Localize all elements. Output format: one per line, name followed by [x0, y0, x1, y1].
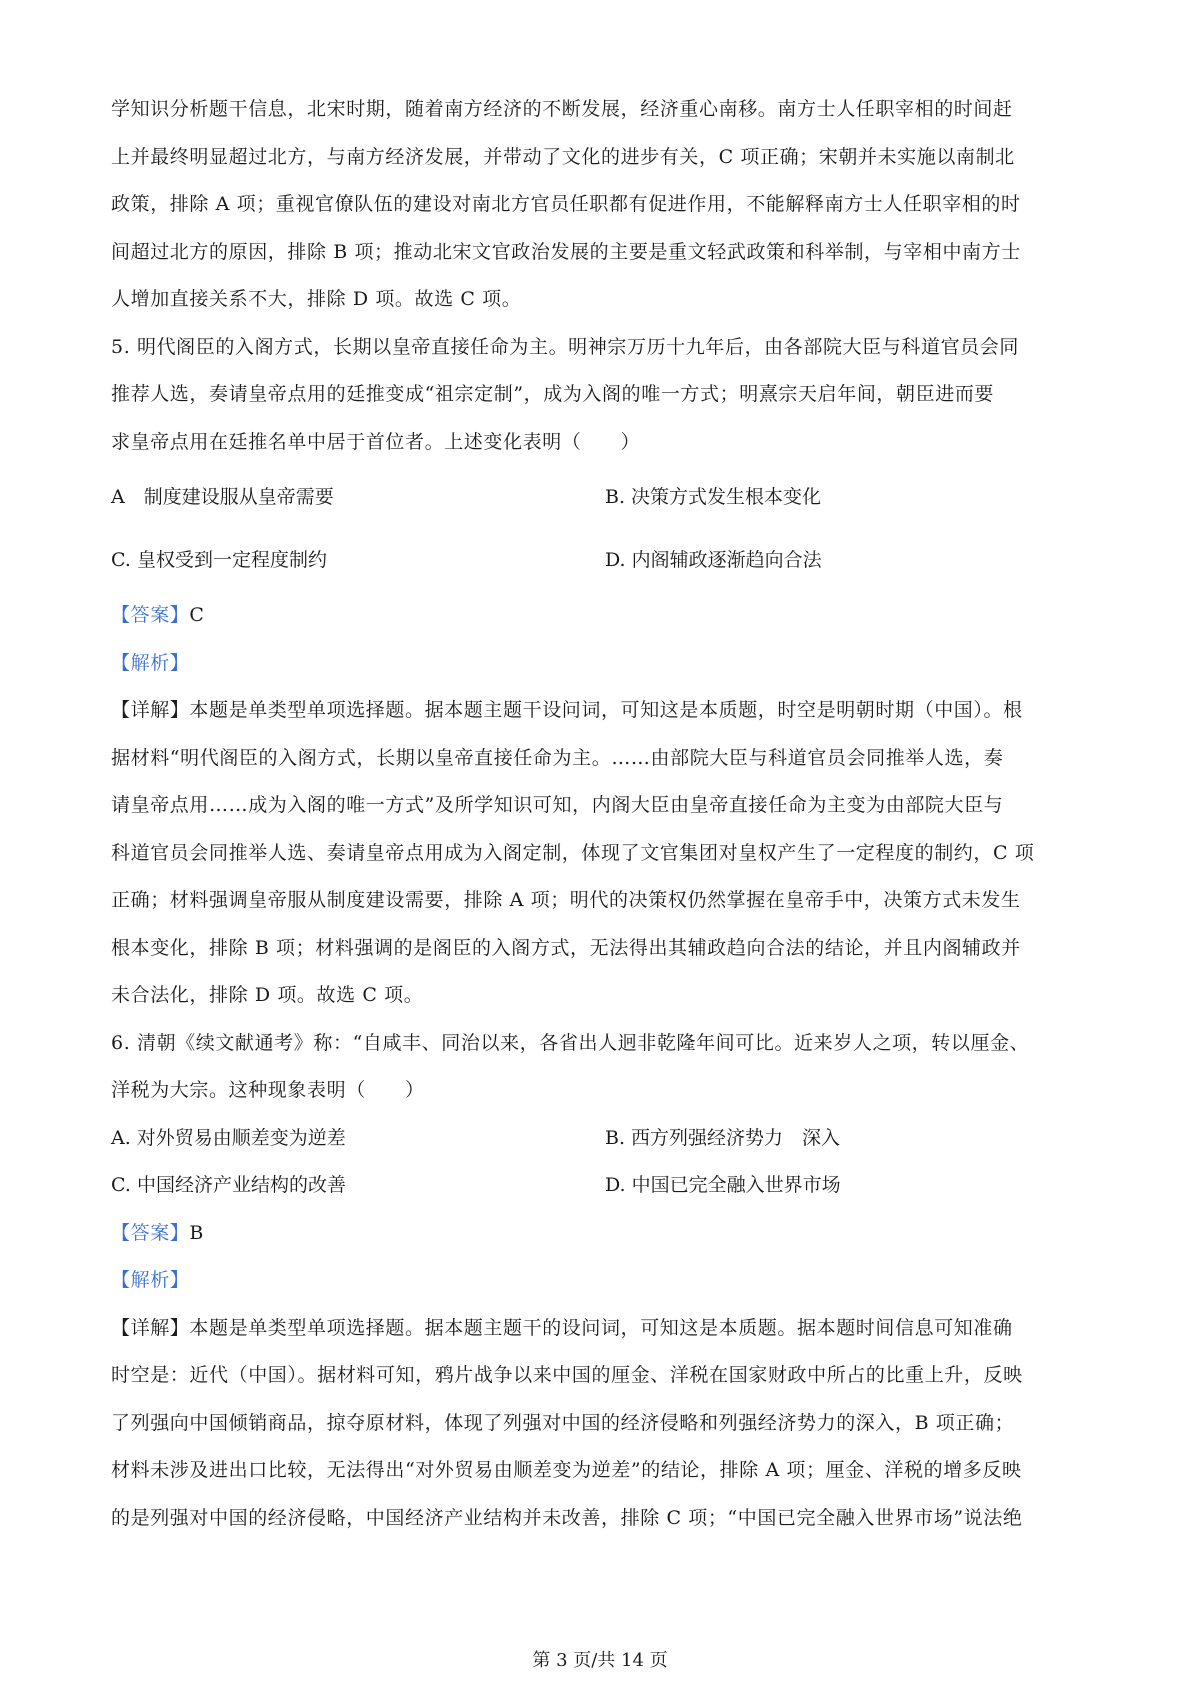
option-row: [111, 1115, 1089, 1163]
question-stem-line: 洋税为大宗。这种现象表明（ ）: [111, 1079, 425, 1101]
answer-line: [111, 1210, 1089, 1258]
option-d: D. 中国已完全融入世界市场: [605, 1174, 841, 1196]
analysis-tag: 【解析】: [111, 651, 190, 674]
answer-tag: 【答案】: [111, 604, 190, 626]
option-c: C. 皇权受到一定程度制约: [111, 549, 327, 571]
option-row: [111, 529, 1089, 592]
question-6: [111, 1020, 1089, 1543]
text-line: 学知识分析题干信息，北宋时期，随着南方经济的不断发展，经济重心南移。南方士人任职宰相的时间赶: [111, 98, 1013, 120]
option-row: [111, 1162, 1089, 1210]
detail-tag: 【详解】: [111, 1316, 190, 1339]
option-b: B. 西方列强经济势力 深入: [605, 1126, 841, 1149]
answer-line: [111, 592, 1089, 640]
text-line: 上并最终明显超过北方，与南方经济发展，并带动了文化的进步有关，C 项正确；宋朝并未实施以南制北: [111, 145, 1015, 168]
text-line: 间超过北方的原因，排除 B 项；推动北宋文官政治发展的主要是重文轻武政策和科举制，与宰相中南方士: [111, 240, 1021, 263]
option-c: C. 中国经济产业结构的改善: [111, 1174, 346, 1196]
document-page: [111, 86, 1089, 1542]
detail-tag: 【详解】: [111, 699, 190, 721]
page-number: 第 3 页/共 14 页: [532, 1650, 668, 1671]
analysis-line: [111, 640, 1089, 688]
question-stem-line: 6. 清朝《续文献通考》称：“自咸丰、同治以来，各省出人迥非乾隆年间可比。近来岁人之项，转以厘金、: [111, 1031, 1030, 1054]
question-5: [111, 324, 1089, 1020]
detail-line: 根本变化，排除 B 项；材料强调的是阁臣的入阁方式，无法得出其辅政趋向合法的结论，并且内阁辅政并: [111, 936, 1021, 959]
detail-line: 据材料“明代阁臣的入阁方式，长期以皇帝直接任命为主。……由部院大臣与科道官员会同推举人选，奏: [111, 746, 1004, 769]
analysis-line: [111, 1257, 1089, 1305]
q4-explanation-tail: [111, 86, 1089, 324]
option-a: A 制度建设服从皇帝需要: [111, 486, 334, 508]
detail-line: 请皇帝点用……成为入阁的唯一方式”及所学知识可知，内阁大臣由皇帝直接任命为主变为由部院大臣与: [111, 794, 1004, 816]
detail-line: [111, 687, 1089, 735]
option-b: B. 决策方式发生根本变化: [605, 486, 822, 508]
question-stem-line: 推荐人选，奏请皇帝点用的廷推变成“祖宗定制”，成为入阁的唯一方式；明熹宗天启年间，朝臣进而要: [111, 383, 995, 405]
option-d: D. 内阁辅政逐渐趋向合法: [605, 549, 822, 571]
detail-line: 时空是：近代（中国）。据材料可知，鸦片战争以来中国的厘金、洋税在国家财政中所占的比重上升，反映: [111, 1364, 1023, 1386]
answer-value: C: [189, 604, 205, 626]
text-line: 政策，排除 A 项；重视官僚队伍的建设对南北方官员任职都有促进作用，不能解释南方士人任职宰相的时: [111, 193, 1021, 215]
detail-line: 正确；材料强调皇帝服从制度建设需要，排除 A 项；明代的决策权仍然掌握在皇帝手中，决策方式未发生: [111, 889, 1021, 911]
detail-line: 未合法化，排除 D 项。故选 C 项。: [111, 984, 424, 1006]
detail-text: 本题是单类型单项选择题。据本题主题干设问词，可知这是本质题，时空是明朝时期（中国）。根: [189, 699, 1023, 721]
text-line: 人增加直接关系不大，排除 D 项。故选 C 项。: [111, 288, 522, 310]
detail-line: 材料未涉及进出口比较，无法得出“对外贸易由顺差变为逆差”的结论，排除 A 项；厘金、洋税的增多反映: [111, 1459, 1022, 1481]
option-row: [111, 466, 1089, 529]
question-stem-line: 求皇帝点用在廷推名单中居于首位者。上述变化表明（ ）: [111, 430, 641, 453]
question-stem-line: 5. 明代阁臣的入阁方式，长期以皇帝直接任命为主。明神宗万历十九年后，由各部院大臣与科道官员会同: [111, 335, 1019, 358]
answer-value: B: [189, 1221, 204, 1244]
answer-tag: 【答案】: [111, 1221, 190, 1244]
analysis-tag: 【解析】: [111, 1269, 190, 1291]
detail-line: 的是列强对中国的经济侵略，中国经济产业结构并未改善，排除 C 项；“中国已完全融入世界市场”说法绝: [111, 1506, 1023, 1529]
detail-line: 了列强向中国倾销商品，掠夺原材料，体现了列强对中国的经济侵略和列强经济势力的深入，B 项正确；: [111, 1411, 1015, 1434]
detail-line: 科道官员会同推举人选、奏请皇帝点用成为入阁定制，体现了文官集团对皇权产生了一定程度的制约，C 项: [111, 841, 1035, 864]
detail-text: 本题是单类型单项选择题。据本题主题干的设问词，可知这是本质题。据本题时间信息可知准确: [189, 1316, 1013, 1339]
option-a: A. 对外贸易由顺差变为逆差: [111, 1126, 346, 1149]
detail-line: [111, 1305, 1089, 1353]
